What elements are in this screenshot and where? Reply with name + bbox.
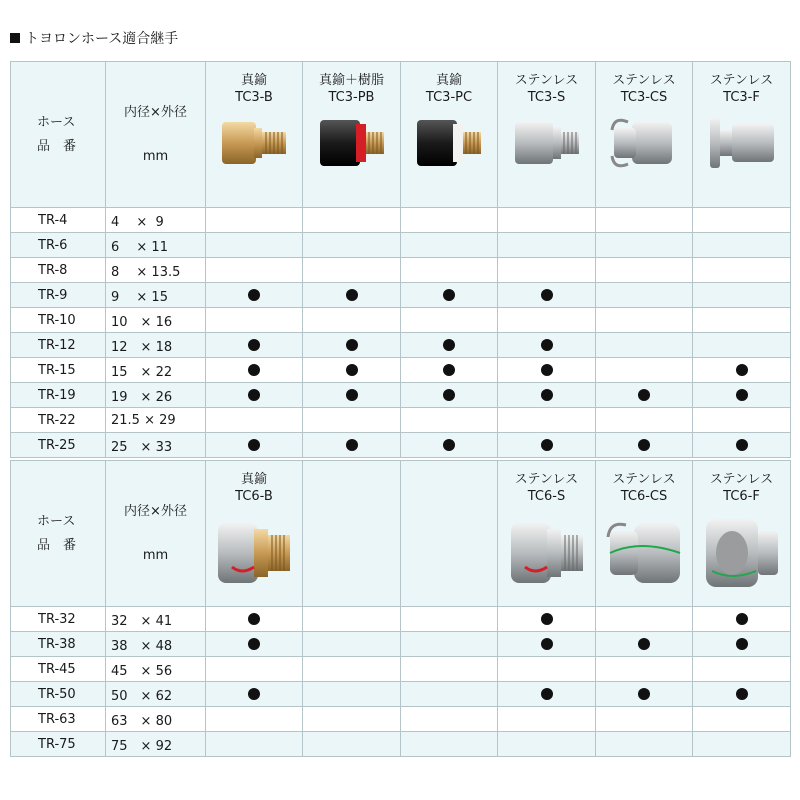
compat-cell: [303, 707, 401, 732]
product-header-tc6-b: [206, 461, 303, 607]
hose-code: TR-8: [11, 258, 106, 283]
product-code: TC6-F: [723, 489, 760, 504]
compat-cell: [693, 383, 791, 408]
hose-dimension: 9 × 15: [106, 283, 206, 308]
compat-cell: [303, 408, 401, 433]
fitting-table-large: [10, 460, 791, 757]
hose-code: TR-63: [11, 707, 106, 732]
hose-dimension: 10 × 16: [106, 308, 206, 333]
product-header-tc3-pc: [401, 62, 498, 208]
product-header-empty: [401, 461, 498, 607]
unit-label: mm: [142, 547, 169, 563]
hose-code: TR-38: [11, 632, 106, 657]
compat-cell: [401, 632, 498, 657]
compat-cell: [303, 208, 401, 233]
compat-cell: [596, 258, 693, 283]
product-header-tc6-s: [498, 461, 596, 607]
hose-code: TR-22: [11, 408, 106, 433]
compatible-dot-icon: [248, 289, 260, 301]
compatible-dot-icon: [346, 364, 358, 376]
compatible-dot-icon: [541, 364, 553, 376]
compatible-dot-icon: [541, 613, 553, 625]
product-header-tc3-f: [693, 62, 791, 208]
compat-cell: [498, 233, 596, 258]
stainless-camlock-fitting-icon: [596, 114, 692, 172]
product-material: 真鍮: [240, 472, 267, 487]
compat-cell: [693, 707, 791, 732]
compat-cell: [401, 208, 498, 233]
table-row: [11, 283, 791, 308]
stainless-large-fitting-icon: [498, 513, 595, 593]
product-code: TC3-F: [723, 90, 760, 105]
compat-cell: [401, 308, 498, 333]
compat-cell: [401, 358, 498, 383]
compatible-dot-icon: [736, 638, 748, 650]
compat-cell: [498, 632, 596, 657]
compat-cell: [206, 607, 303, 632]
dimension-header-label: 内径×外径: [124, 104, 187, 120]
hose-dimension: 50 × 62: [106, 682, 206, 707]
compat-cell: [693, 632, 791, 657]
hose-code: TR-32: [11, 607, 106, 632]
square-bullet-icon: [10, 33, 20, 43]
compat-cell: [498, 258, 596, 283]
compat-cell: [498, 333, 596, 358]
hose-code: TR-25: [11, 433, 106, 458]
product-material: ステンレス: [612, 472, 676, 487]
product-code: TC6-B: [235, 489, 273, 504]
hose-dimension: 25 × 33: [106, 433, 206, 458]
compatible-dot-icon: [346, 389, 358, 401]
compat-cell: [303, 233, 401, 258]
compat-cell: [693, 408, 791, 433]
hose-code: TR-4: [11, 208, 106, 233]
hose-header-label: ホース: [37, 114, 76, 130]
compat-cell: [206, 333, 303, 358]
hose-code: TR-9: [11, 283, 106, 308]
compat-cell: [206, 732, 303, 757]
compat-cell: [303, 383, 401, 408]
compat-cell: [498, 408, 596, 433]
compatible-dot-icon: [248, 613, 260, 625]
compatible-dot-icon: [541, 439, 553, 451]
compatible-dot-icon: [638, 389, 650, 401]
compatible-dot-icon: [346, 289, 358, 301]
product-code: TC3-B: [235, 90, 273, 105]
hose-dimension: 32 × 41: [106, 607, 206, 632]
product-code: TC3-CS: [620, 90, 668, 105]
compat-cell: [401, 283, 498, 308]
compat-cell: [693, 358, 791, 383]
compat-cell: [303, 283, 401, 308]
compat-cell: [693, 333, 791, 358]
hose-header-cell: [11, 461, 106, 607]
hose-dimension: 63 × 80: [106, 707, 206, 732]
hose-header-cell: [11, 62, 106, 208]
stainless-large-flange-fitting-icon: [693, 513, 790, 593]
compat-cell: [401, 258, 498, 283]
page-title: [10, 30, 178, 48]
compat-cell: [401, 333, 498, 358]
hose-dimension: 19 × 26: [106, 383, 206, 408]
hose-header-label: ホース: [37, 513, 76, 529]
hose-dimension: 4 × 9: [106, 208, 206, 233]
hose-code: TR-50: [11, 682, 106, 707]
compatible-dot-icon: [443, 364, 455, 376]
compat-cell: [303, 632, 401, 657]
compat-cell: [401, 433, 498, 458]
hose-dimension: 38 × 48: [106, 632, 206, 657]
compat-cell: [693, 682, 791, 707]
compat-cell: [206, 258, 303, 283]
compatible-dot-icon: [248, 688, 260, 700]
table-row: [11, 233, 791, 258]
compatible-dot-icon: [541, 289, 553, 301]
compatible-dot-icon: [248, 638, 260, 650]
table-row: [11, 657, 791, 682]
compatible-dot-icon: [736, 389, 748, 401]
compat-cell: [693, 258, 791, 283]
table-row: [11, 707, 791, 732]
compat-cell: [596, 682, 693, 707]
compat-cell: [498, 358, 596, 383]
compat-cell: [206, 632, 303, 657]
product-header-tc3-pb: [303, 62, 401, 208]
hose-header-label: 品 番: [37, 138, 77, 154]
compat-cell: [206, 707, 303, 732]
compat-cell: [206, 233, 303, 258]
product-header-empty: [303, 461, 401, 607]
compat-cell: [498, 682, 596, 707]
compat-cell: [401, 657, 498, 682]
compat-cell: [206, 383, 303, 408]
compat-cell: [303, 657, 401, 682]
compat-cell: [596, 632, 693, 657]
compatible-dot-icon: [541, 339, 553, 351]
product-code: TC3-S: [527, 90, 566, 105]
product-header-tc3-b: [206, 62, 303, 208]
compatible-dot-icon: [248, 339, 260, 351]
hose-dimension: 8 × 13.5: [106, 258, 206, 283]
table-row: [11, 258, 791, 283]
compat-cell: [596, 433, 693, 458]
compat-cell: [206, 433, 303, 458]
stainless-flange-fitting-icon: [693, 114, 790, 172]
dimension-header-cell: [106, 461, 206, 607]
section2-header-row: [11, 461, 791, 607]
dimension-header-label: 内径×外径: [124, 503, 187, 519]
hose-code: TR-10: [11, 308, 106, 333]
product-material: ステンレス: [612, 73, 676, 88]
compat-cell: [596, 607, 693, 632]
hose-code: TR-12: [11, 333, 106, 358]
compat-cell: [693, 233, 791, 258]
product-material: 真鍮＋樹脂: [318, 73, 384, 88]
compat-cell: [498, 308, 596, 333]
table-row: [11, 408, 791, 433]
compat-cell: [596, 283, 693, 308]
table-row: [11, 632, 791, 657]
product-code: TC3-PC: [425, 90, 473, 105]
hose-code: TR-6: [11, 233, 106, 258]
compat-cell: [498, 283, 596, 308]
table-row: [11, 433, 791, 458]
hose-code: TR-19: [11, 383, 106, 408]
unit-label: mm: [142, 148, 169, 164]
product-code: TC6-S: [527, 489, 566, 504]
product-code: TC6-CS: [620, 489, 668, 504]
compatible-dot-icon: [736, 688, 748, 700]
compat-cell: [596, 732, 693, 757]
hose-dimension: 75 × 92: [106, 732, 206, 757]
brass-resin-fitting-icon: [303, 114, 400, 172]
product-material: 真鍮: [240, 73, 267, 88]
compat-cell: [303, 433, 401, 458]
compat-cell: [498, 433, 596, 458]
page-title-text: トヨロンホース適合継手: [25, 31, 179, 47]
compat-cell: [596, 657, 693, 682]
compat-cell: [303, 358, 401, 383]
compat-cell: [596, 358, 693, 383]
hose-dimension: 15 × 22: [106, 358, 206, 383]
compat-cell: [401, 682, 498, 707]
brass-large-fitting-icon: [206, 513, 302, 593]
compatible-dot-icon: [638, 439, 650, 451]
compatible-dot-icon: [443, 289, 455, 301]
compat-cell: [401, 383, 498, 408]
product-material: ステンレス: [709, 73, 774, 88]
compat-cell: [498, 607, 596, 632]
compat-cell: [206, 208, 303, 233]
hose-dimension: 12 × 18: [106, 333, 206, 358]
hose-header-label: 品 番: [37, 537, 77, 553]
compat-cell: [596, 233, 693, 258]
compat-cell: [401, 607, 498, 632]
compat-cell: [303, 308, 401, 333]
compat-cell: [498, 707, 596, 732]
hose-dimension: 6 × 11: [106, 233, 206, 258]
compatible-dot-icon: [638, 638, 650, 650]
stainless-fitting-icon: [498, 114, 595, 172]
hose-code: TR-45: [11, 657, 106, 682]
hose-code: TR-15: [11, 358, 106, 383]
product-material: ステンレス: [514, 73, 579, 88]
fitting-table-small: [10, 61, 791, 458]
compat-cell: [303, 333, 401, 358]
compatible-dot-icon: [443, 439, 455, 451]
compat-cell: [693, 433, 791, 458]
hose-dimension: 21.5 × 29: [106, 408, 206, 433]
compat-cell: [693, 283, 791, 308]
compatible-dot-icon: [541, 638, 553, 650]
product-header-tc6-f: [693, 461, 791, 607]
table-row: [11, 682, 791, 707]
compat-cell: [693, 208, 791, 233]
compat-cell: [596, 308, 693, 333]
compatible-dot-icon: [736, 439, 748, 451]
compat-cell: [498, 208, 596, 233]
stainless-large-camlock-fitting-icon: [596, 513, 692, 593]
compat-cell: [401, 408, 498, 433]
table-row: [11, 383, 791, 408]
section1-header-row: [11, 62, 791, 208]
table-row: [11, 333, 791, 358]
product-code: TC3-PB: [328, 90, 375, 105]
compatible-dot-icon: [248, 439, 260, 451]
brass-fitting-icon: [206, 114, 302, 172]
compat-cell: [206, 283, 303, 308]
compatible-dot-icon: [248, 389, 260, 401]
compat-cell: [206, 308, 303, 333]
compat-cell: [693, 732, 791, 757]
compat-cell: [498, 657, 596, 682]
compat-cell: [498, 383, 596, 408]
compat-cell: [693, 308, 791, 333]
compatible-dot-icon: [736, 364, 748, 376]
table-row: [11, 732, 791, 757]
compatible-dot-icon: [248, 364, 260, 376]
product-material: ステンレス: [514, 472, 579, 487]
compat-cell: [693, 657, 791, 682]
compat-cell: [596, 208, 693, 233]
compatible-dot-icon: [443, 389, 455, 401]
compat-cell: [206, 358, 303, 383]
compat-cell: [498, 732, 596, 757]
table-row: [11, 358, 791, 383]
compat-cell: [206, 657, 303, 682]
compat-cell: [206, 408, 303, 433]
compatible-dot-icon: [736, 613, 748, 625]
product-header-tc6-cs: [596, 461, 693, 607]
compat-cell: [693, 607, 791, 632]
brass-black-fitting-icon: [401, 114, 497, 172]
compatible-dot-icon: [541, 389, 553, 401]
table-row: [11, 607, 791, 632]
compat-cell: [401, 707, 498, 732]
product-header-tc3-cs: [596, 62, 693, 208]
product-material: ステンレス: [709, 472, 774, 487]
hose-dimension: 45 × 56: [106, 657, 206, 682]
compat-cell: [303, 607, 401, 632]
compat-cell: [596, 333, 693, 358]
compatible-dot-icon: [346, 439, 358, 451]
table-row: [11, 208, 791, 233]
compatible-dot-icon: [541, 688, 553, 700]
compat-cell: [401, 732, 498, 757]
hose-code: TR-75: [11, 732, 106, 757]
product-header-tc3-s: [498, 62, 596, 208]
compat-cell: [303, 682, 401, 707]
compatible-dot-icon: [443, 339, 455, 351]
compatible-dot-icon: [638, 688, 650, 700]
table-row: [11, 308, 791, 333]
compat-cell: [401, 233, 498, 258]
dimension-header-cell: [106, 62, 206, 208]
compat-cell: [303, 258, 401, 283]
compatible-dot-icon: [346, 339, 358, 351]
compat-cell: [596, 707, 693, 732]
product-material: 真鍮: [435, 73, 462, 88]
compat-cell: [596, 383, 693, 408]
compat-cell: [206, 682, 303, 707]
compat-cell: [596, 408, 693, 433]
compat-cell: [303, 732, 401, 757]
